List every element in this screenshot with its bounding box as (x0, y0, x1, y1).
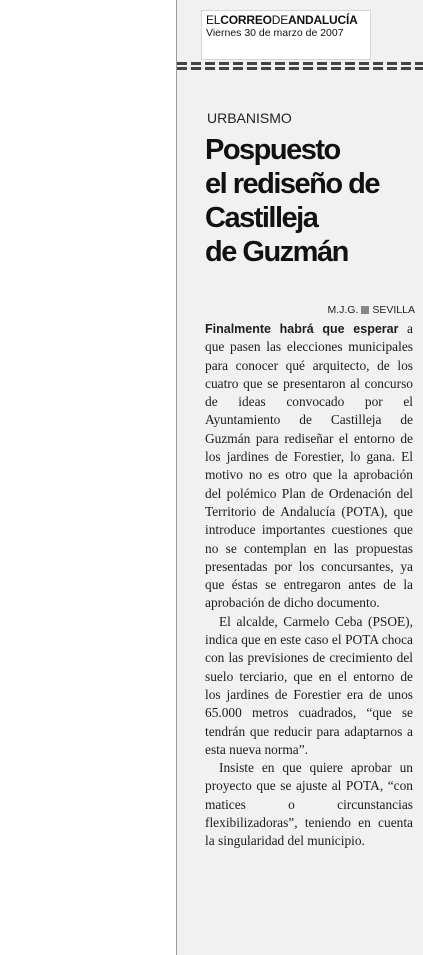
headline-line: Pospuesto (205, 134, 340, 166)
headline (205, 133, 405, 269)
paragraph: Insiste en que quiere aprobar un proyecto que se ajuste al POTA, “con matices o circunstancias flexibilizadoras”, teniendo en cuenta la singularidad del municipio. (205, 760, 413, 849)
byline-place: SEVILLA (372, 304, 415, 316)
cut-line-top (177, 62, 423, 65)
cut-line-bottom (177, 67, 423, 70)
square-separator-icon (361, 306, 369, 314)
headline-line: Castilleja (205, 202, 318, 234)
headline-line: el rediseño de (205, 168, 380, 200)
newspaper-name: ELCORREODEANDALUCÍA (206, 13, 358, 27)
paragraph: Finalmente habrá que esperar a que pasen las elecciones municipales para conocer qué arquitecto, de los cuatro que se presentaron al concurso de ideas convocado por el Ayuntamiento de Castilleja de Guzmán para rediseñar el entorno de los jardines de Forestier, lo gana. El motivo no es otro que la aprobación del polémico Plan de Ordenación del Territorio de Andalucía (POTA), que introduce importantes cuestiones que no se contemplan en las propuestas presentadas por los concursantes, ya que éstas se entregaron antes de la aprobación de dicho documento. (205, 321, 413, 611)
paragraph: El alcalde, Carmelo Ceba (PSOE), indica que en este caso el POTA choca con las previsiones de crecimiento del suelo terciario, que en el entorno de los jardines de Forestier era de unos 65.000 metros cuadrados, “que se tendrán que reducir para adaptarnos a esta nueva norma”. (205, 613, 413, 757)
newspaper-clipping (176, 0, 423, 955)
byline (327, 304, 415, 316)
article-body (205, 320, 413, 851)
blank-margin (0, 0, 176, 955)
section-label: URBANISMO (207, 110, 292, 126)
byline-author: M.J.G. (327, 304, 359, 316)
headline-line: de Guzmán (205, 236, 348, 268)
masthead (201, 10, 371, 60)
lead-in: Finalmente habrá que esperar (205, 322, 399, 336)
publication-date: Viernes 30 de marzo de 2007 (206, 27, 344, 39)
